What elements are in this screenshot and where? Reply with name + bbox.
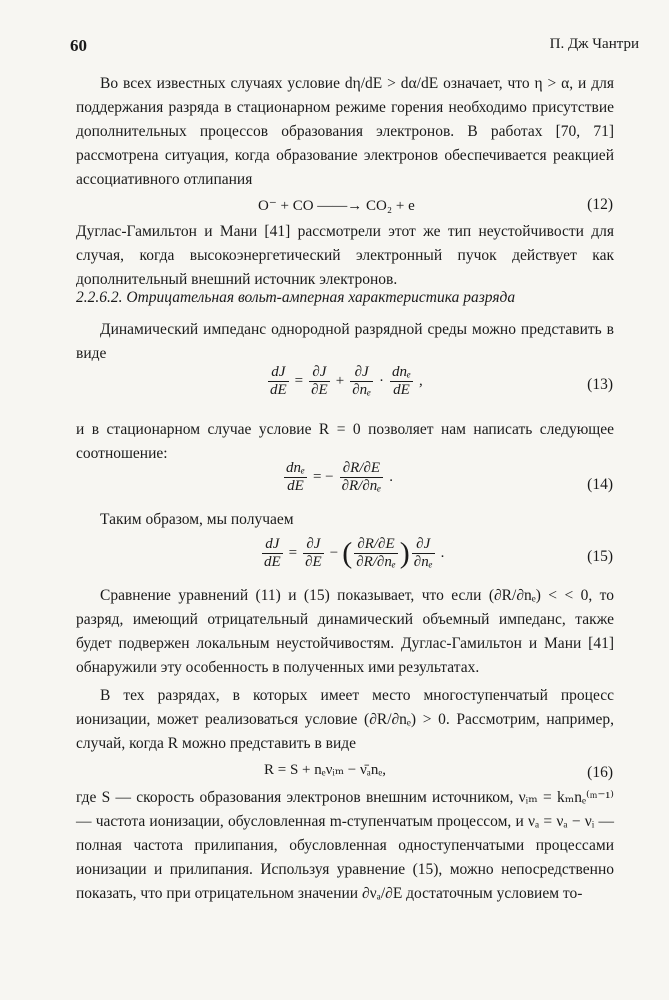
paragraph-2: Дуглас-Гамильтон и Мани [41] рассмотрели этот же тип неустойчивости для случая, когда высокоэнергетический электронный пучок действует как дополнительный внешний источник электронов.	[76, 223, 614, 288]
equation-13: $\frac{dJ}{dE}$ = $\frac{\partial J}{\partial E}$ + $\frac{\partial J}{\text{∂nₑ}}$ · $\frac{\text{dnₑ}}{dE}$ ,	[270, 364, 423, 398]
paragraph-1: Во всех известных случаях условие dη/dE > dα/dE означает, что η > α, и для поддержания разряда в стационарном режиме горения необходимо присутствие дополнительных процессов образования электронов. В работах [70, 71] рассмотрена ситуация, когда образование электронов обеспечивается реакцией ассоциативного отлипания	[76, 75, 614, 188]
equation-16-number: (16)	[587, 764, 613, 781]
paragraph-8: где S — скорость образования электронов внешним источником, νᵢₘ = kₘnₑ⁽ᵐ⁻¹⁾ — частота ионизации, обусловленная m-ступенчатым процессом, и νₐ = νₐ − νᵢ — полная частота прилипания, обусловленная одноступенчатыми процессами ионизации и прилипания. Используя уравнение (15), можно непосредственно показать, что при отрицательном значении ∂νₐ/∂E достаточным условием то-	[76, 789, 614, 902]
section-subheading: 2.2.6.2. Отрицательная вольт-амперная характеристика разряда	[76, 289, 516, 306]
equation-12: O⁻ + CO ——→ CO₂ + e	[258, 198, 415, 214]
paragraph-4: и в стационарном случае условие R = 0 позволяет нам написать следующее соотношение:	[76, 421, 614, 462]
equation-15-number: (15)	[587, 548, 613, 565]
equation-16: R = S + nₑνᵢₘ − ν̄ₐnₑ,	[264, 762, 386, 778]
paragraph-3: Динамический импеданс однородной разрядной среды можно представить в виде	[76, 321, 614, 362]
running-header-author: П. Дж Чантри	[549, 36, 639, 52]
equation-15: $\frac{dJ}{dE}$ = $\frac{\partial J}{\partial E}$ − ( $\frac{\partial R/\partial E}{\text{∂R/∂nₑ}}$ ) $\frac{\partial J}{\text{∂nₑ}}$ .	[264, 536, 445, 570]
equation-12-number: (12)	[587, 196, 613, 213]
paragraph-5: Таким образом, мы получаем	[100, 511, 294, 528]
equation-14-number: (14)	[587, 476, 613, 493]
paragraph-7: В тех разрядах, в которых имеет место многоступенчатый процесс ионизации, может реализоваться условие (∂R/∂nₑ) > 0. Рассмотрим, например, случай, когда R можно представить в виде	[76, 687, 614, 752]
paragraph-6: Сравнение уравнений (11) и (15) показывает, что если (∂R/∂nₑ) < < 0, то разряд, имеющий отрицательный динамический объемный импеданс, также будет подвержен локальным неустойчивостям. Дуглас-Гамильтон и Мани [41] обнаружили эту особенность в полученных ими результатах.	[76, 587, 614, 676]
equation-13-number: (13)	[587, 376, 613, 393]
equation-14: $\frac{\text{dnₑ}}{dE}$ = − $\frac{\partial R/\partial E}{\text{∂R/∂nₑ}}$ .	[286, 460, 393, 494]
page-number: 60	[70, 36, 87, 55]
